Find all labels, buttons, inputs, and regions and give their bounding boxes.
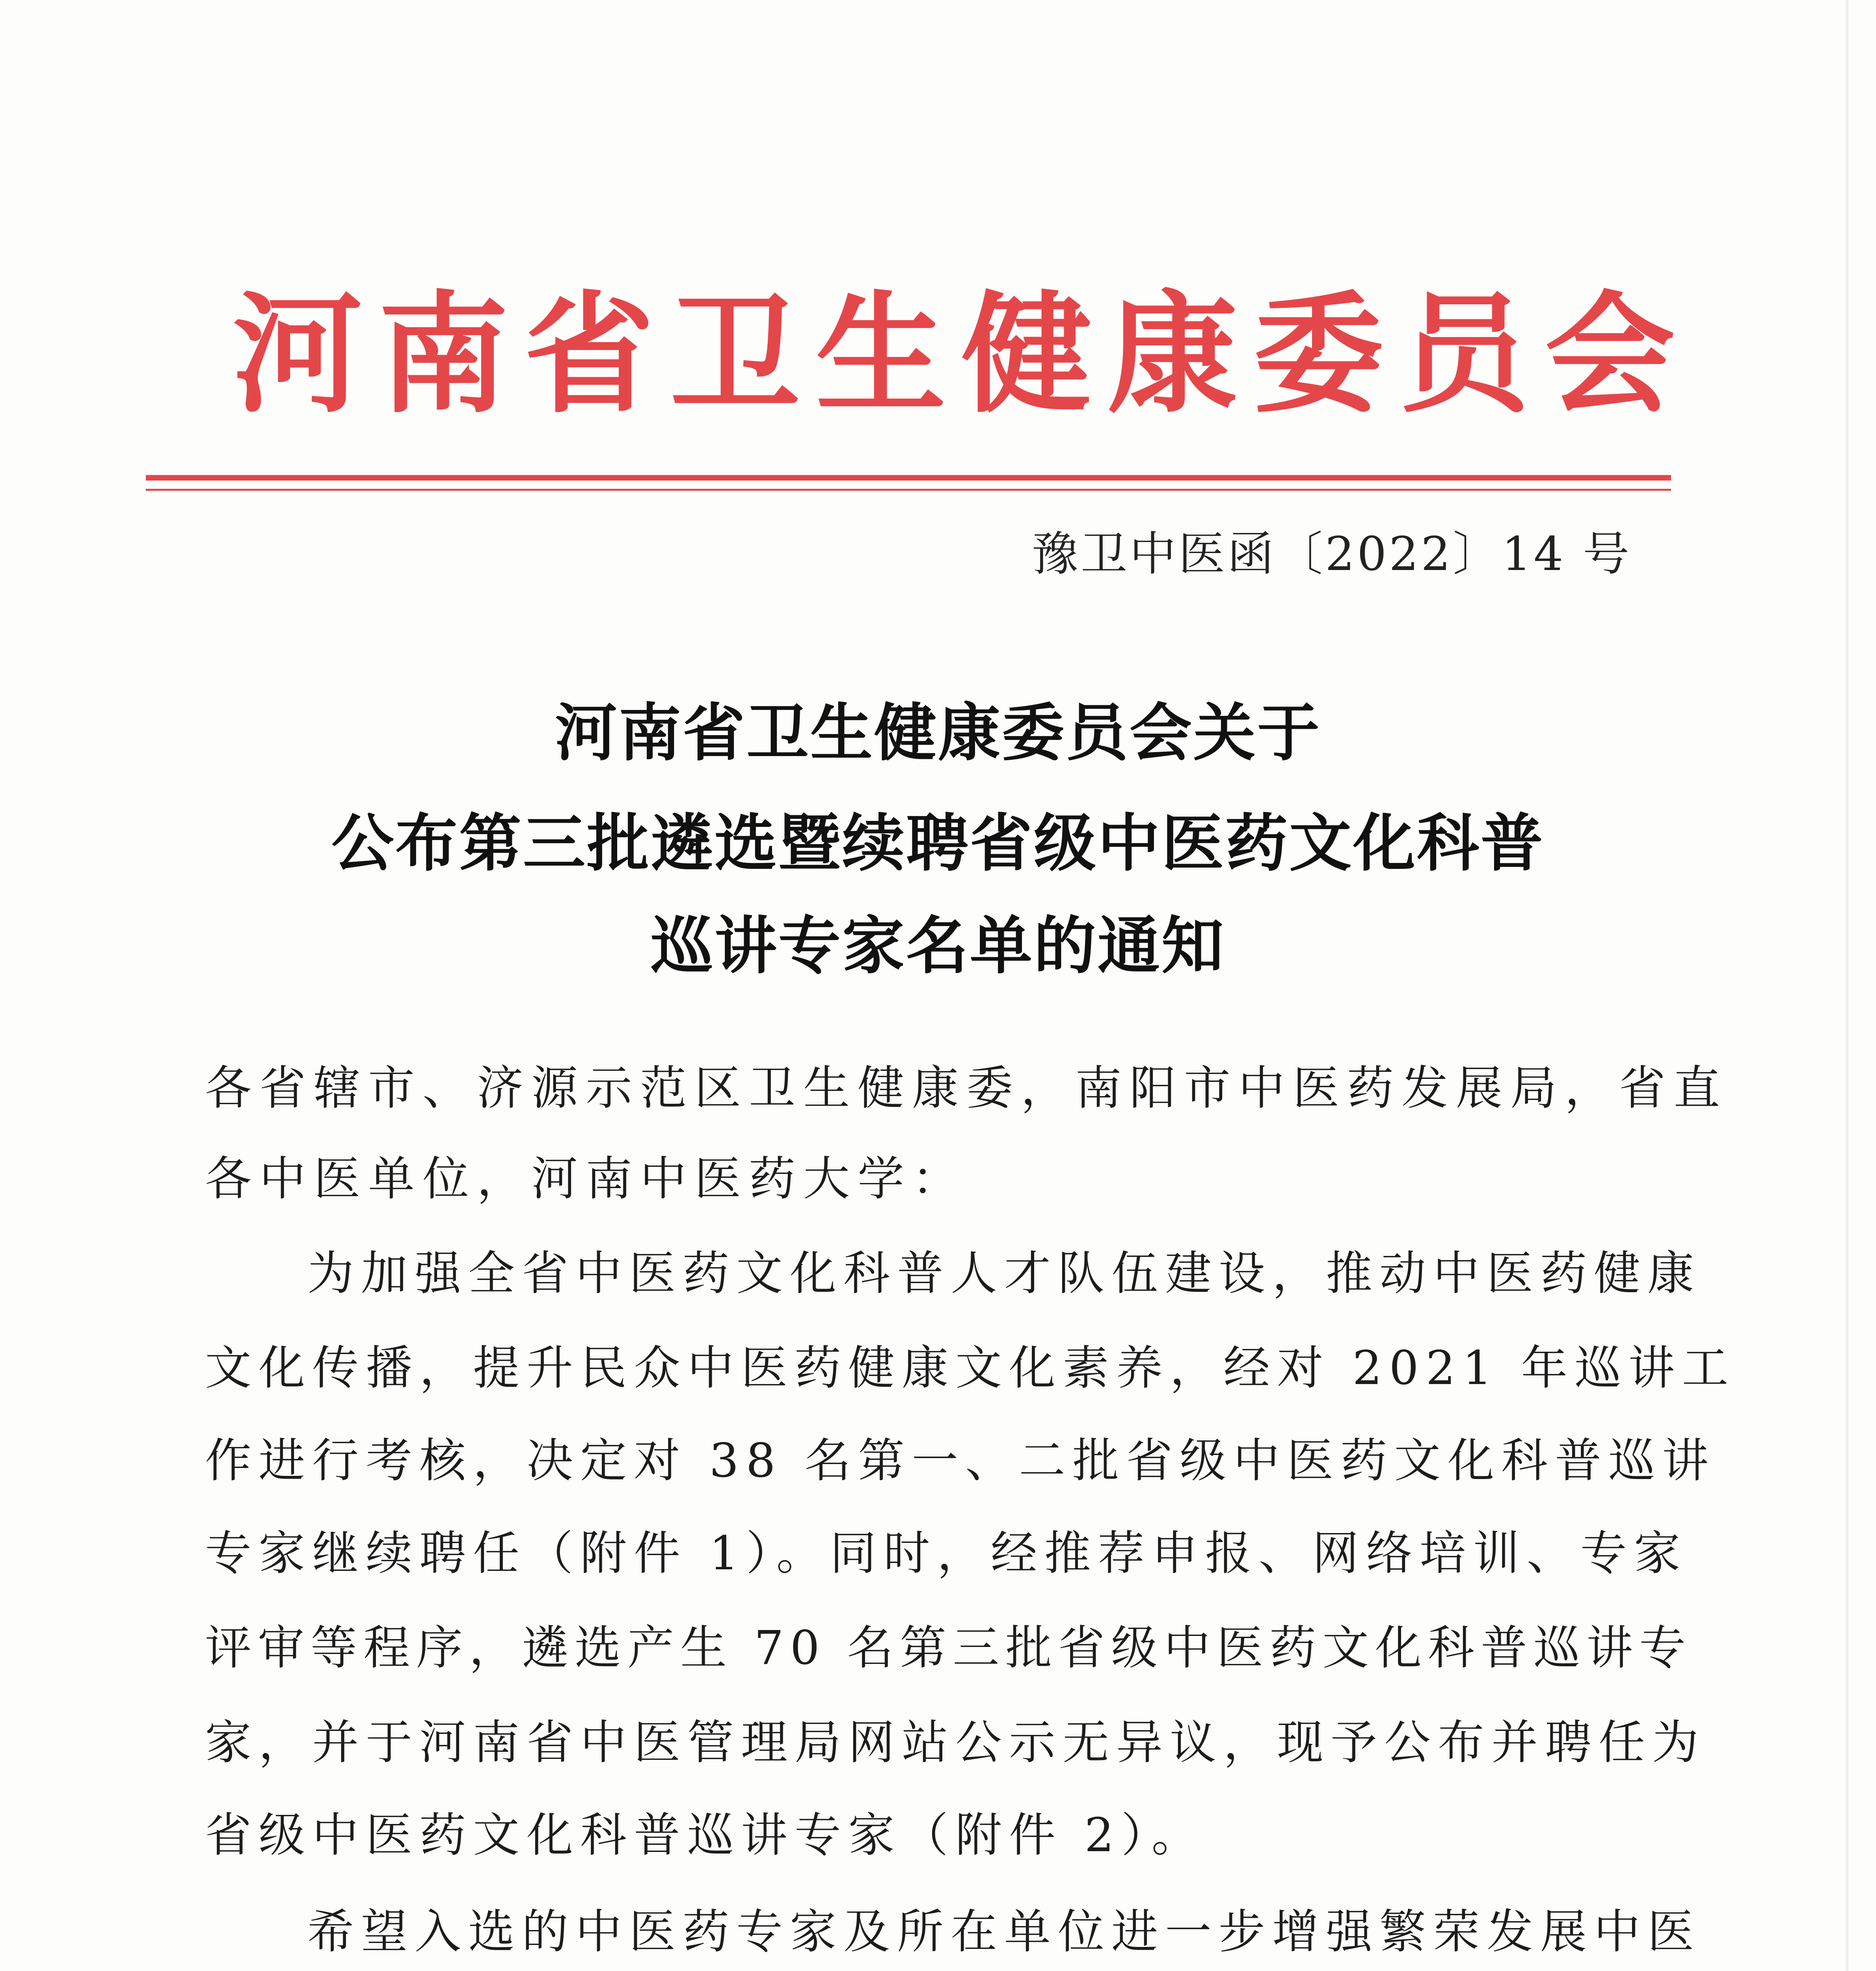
paragraph-1-line-5: 评审等程序，遴选产生 70 名第三批省级中医药文化科普巡讲专 — [205, 1621, 1692, 1675]
paragraph-1-line-6: 家，并于河南省中医管理局网站公示无异议，现予公布并聘任为 — [205, 1715, 1706, 1770]
header-rule-thick — [146, 475, 1671, 481]
header-rule-thin — [146, 489, 1671, 491]
org-header: 河南省卫生健康委员会 — [233, 279, 1691, 430]
recipients-line-2: 各中医单位，河南中医药大学： — [205, 1151, 967, 1206]
recipients-line-1: 各省辖市、济源示范区卫生健康委，南阳市中医药发展局，省直 — [205, 1061, 1728, 1115]
scan-edge — [1846, 0, 1848, 1971]
paragraph-1-line-2: 文化传播，提升民众中医药健康文化素养，经对 2021 年巡讲工 — [205, 1341, 1736, 1395]
paragraph-1-line-3: 作进行考核，决定对 38 名第一、二批省级中医药文化科普巡讲 — [205, 1433, 1716, 1488]
paragraph-1-line-7: 省级中医药文化科普巡讲专家（附件 2）。 — [205, 1808, 1205, 1862]
paragraph-1-line-1: 为加强全省中医药文化科普人才队伍建设，推动中医药健康 — [307, 1246, 1701, 1300]
title-line-2: 公布第三批遴选暨续聘省级中医药文化科普 — [331, 807, 1545, 880]
paragraph-1-line-4: 专家继续聘任（附件 1）。同时，经推荐申报、网络培训、专家 — [205, 1526, 1688, 1580]
title-line-3: 巡讲专家名单的通知 — [651, 910, 1225, 982]
paragraph-2-line-1: 希望入选的中医药专家及所在单位进一步增强繁荣发展中医 — [307, 1904, 1701, 1959]
document-number: 豫卫中医函〔2022〕14 号 — [1032, 527, 1632, 581]
title-line-1: 河南省卫生健康委员会关于 — [555, 697, 1321, 769]
